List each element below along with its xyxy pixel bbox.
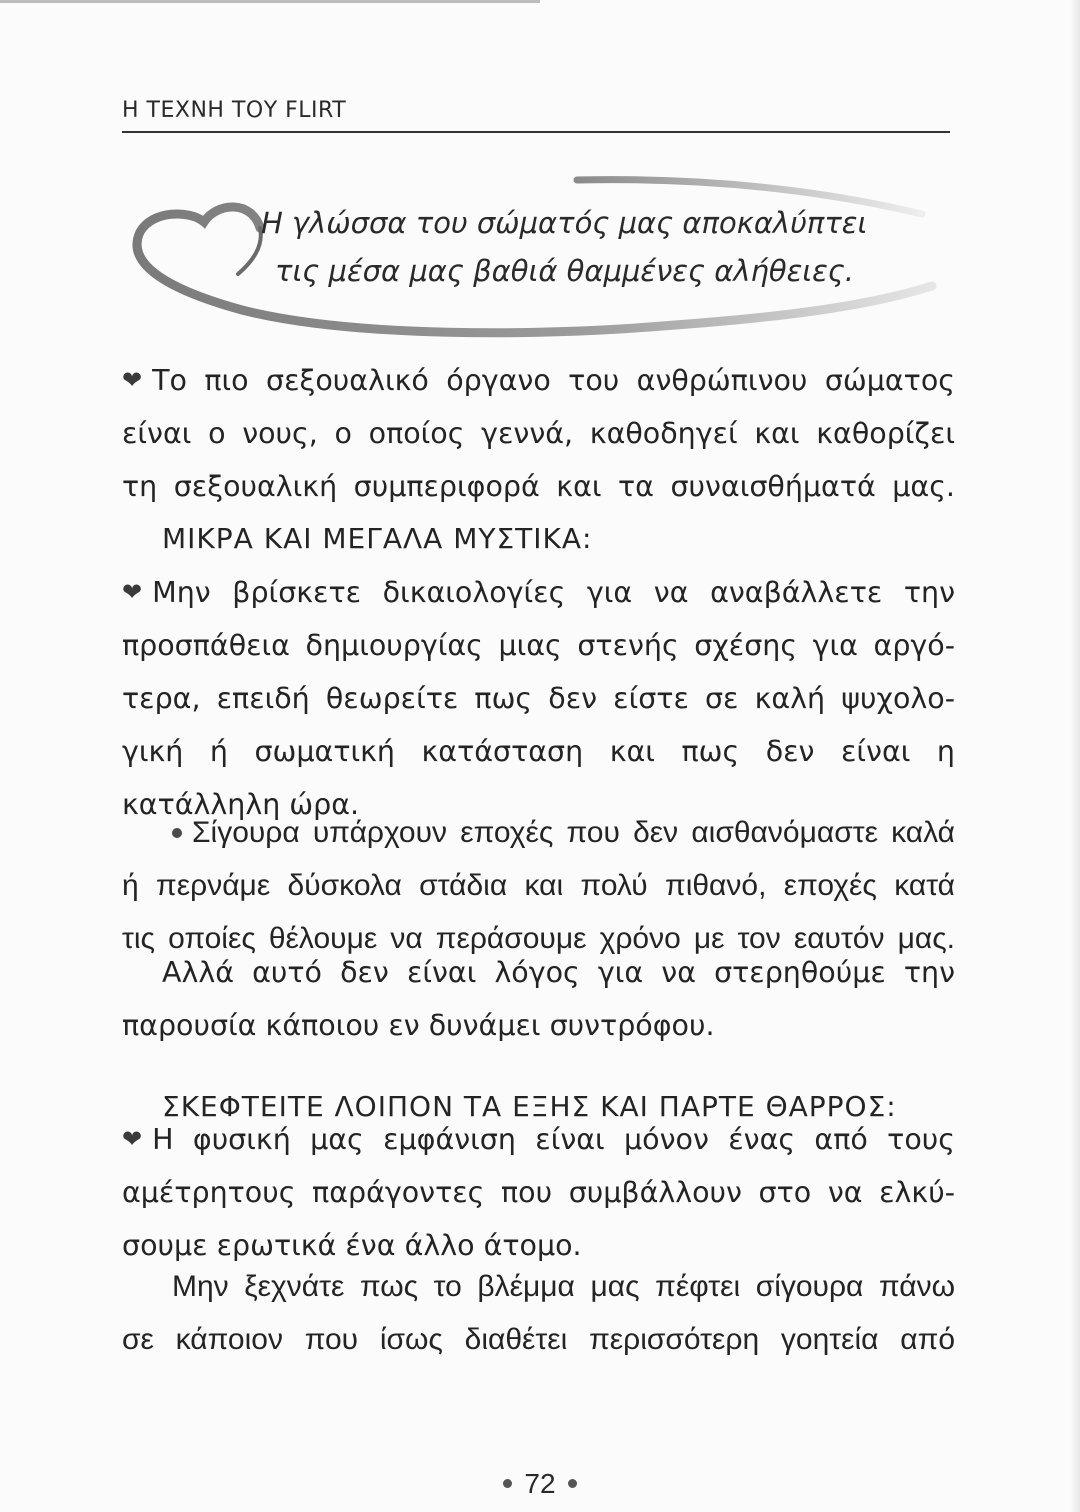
text-line: προσπάθεια δημιουργίας μιας στενής σχέσης για αργό-	[122, 629, 955, 662]
bullet-dot-icon	[172, 828, 182, 838]
text-line: τη σεξουαλική συμπεριφορά και τα συναισθήματά μας.	[122, 470, 955, 503]
text-line: αμέτρητους παράγοντες που συμβάλλουν στο να ελκύ-	[122, 1176, 955, 1209]
paragraph-6	[122, 1260, 955, 1366]
text-line: κατάλληλη ώρα.	[122, 788, 360, 821]
bullet-dot-icon	[503, 1479, 512, 1488]
bullet-dot-icon	[568, 1479, 577, 1488]
section-heading-2: ΣΚΕΦΤΕΙΤΕ ΛΟΙΠΟΝ ΤΑ ΕΞΗΣ ΚΑΙ ΠΑΡΤΕ ΘΑΡΡΟΣ:	[162, 1090, 897, 1123]
header-rule	[122, 131, 950, 133]
text-line: Σίγουρα υπάρχουν εποχές που δεν αισθανόμαστε καλά	[122, 806, 955, 859]
page-number-value: 72	[524, 1468, 556, 1499]
text-line: σουμε ερωτικά ένα άλλο άτομο.	[122, 1229, 582, 1262]
text-line: είναι ο νους, ο οποίος γεννά, καθοδηγεί και καθορίζει	[122, 417, 955, 450]
pull-quote	[122, 170, 950, 345]
text-line: ❤ Το πιο σεξουαλικό όργανο του ανθρώπινου σώματος	[122, 354, 955, 407]
paragraph-2	[122, 566, 955, 831]
scan-top-shadow	[0, 0, 540, 3]
text-line: σε κάποιον που ίσως διαθέτει περισσότερη γοητεία από	[122, 1323, 955, 1356]
text-line: παρουσία κάποιου εν δυνάμει συντρόφου.	[122, 1009, 715, 1042]
text-line: Αλλά αυτό δεν είναι λόγος για να στερηθούμε την	[162, 956, 955, 989]
text-line: ❤ Μην βρίσκετε δικαιολογίες για να αναβάλλετε την	[122, 566, 955, 619]
quote-line-1: Η γλώσσα του σώματός μας αποκαλύπτει	[261, 206, 868, 240]
text-line: γική ή σωματική κατάσταση και πως δεν είναι η	[122, 735, 955, 768]
heart-icon: ❤	[122, 1125, 143, 1153]
paragraph-5	[122, 1113, 955, 1272]
page-number	[0, 1468, 1080, 1500]
paragraph-1	[122, 354, 955, 513]
paragraph-3	[122, 806, 955, 965]
running-header: Η ΤΕΧΝΗ ΤΟΥ FLIRT	[122, 98, 347, 123]
text-line: Μην ξεχνάτε πως το βλέμμα μας πέφτει σίγουρα πάνω	[172, 1270, 955, 1303]
paragraph-4	[122, 946, 955, 1052]
text-line: ❤ Η φυσική μας εμφάνιση είναι μόνον ένας από τους	[122, 1113, 955, 1166]
quote-line-2: τις μέσα μας βαθιά θαμμένες αλήθειες.	[275, 254, 855, 288]
section-heading-1: ΜΙΚΡΑ ΚΑΙ ΜΕΓΑΛΑ ΜΥΣΤΙΚΑ:	[162, 522, 593, 555]
scan-page-edge	[1070, 0, 1080, 1512]
text-line: ή περνάμε δύσκολα στάδια και πολύ πιθανό, εποχές κατά	[122, 869, 955, 902]
heart-icon: ❤	[122, 578, 143, 606]
heart-icon: ❤	[122, 366, 143, 394]
text-line: τις οποίες θέλουμε να περάσουμε χρόνο με τον εαυτόν μας.	[122, 922, 955, 955]
text-line: τερα, επειδή θεωρείτε πως δεν είστε σε καλή ψυχολο-	[122, 682, 955, 715]
